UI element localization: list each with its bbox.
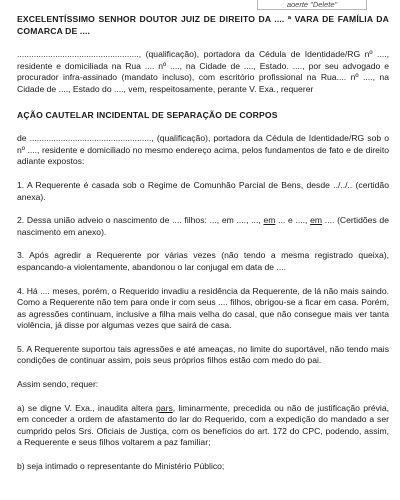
paragraph-1: 1. A Requerente é casada sob o Regime de Comunhão Parcial de Bens, desde ../../.. (certidão anexa).: [17, 179, 389, 202]
p2-text-before: 2. Dessa união adveio o nascimento de .... filhos: ..., em ...., ...,: [17, 215, 264, 226]
comment-tooltip: aoerte "Delete": [257, 0, 367, 10]
p2-text-after: .... (Certidões de nascimento em anexo).: [17, 215, 389, 237]
p2-text-mid: ... e ....,: [275, 215, 311, 226]
request-a-after: , liminarmente, precedida ou não de justificação prévia, em conceder a ordem de afastamento do lar do Requerido, com a expedição do mandado a ser cumprido pelos Srs. Oficiais de Justiça, com os benefícios do art. 172 do CPC, podendo, assim, a Requerente e seus filhos voltarem a paz familiar;: [17, 402, 389, 448]
request-a: [17, 403, 389, 449]
paragraph-2: [17, 215, 389, 238]
request-a-before: a) se digne V. Exa., inaudita altera: [17, 402, 157, 413]
request-a-pars: pars: [156, 402, 173, 413]
paragraph-4: 4. Há .... meses, porém, o Requerido invadiu a residência da Requerente, de lá não mais saindo. Como a Requerente não tem para onde ir com seus .... filhos, obrigou-se a ficar em casa. Porém, as agressões continuam, inclusive a filha mais velha do casal, que não consegue mais ver tanta violência, já disse por algumas vezes que sairá de casa.: [17, 285, 389, 331]
request-b: b) seja intimado o representante do Ministério Público;: [17, 461, 225, 472]
action-title: AÇÃO CAUTELAR INCIDENTAL DE SEPARAÇÃO DE CORPOS: [17, 109, 278, 120]
p2-underlined-em-2: em: [310, 215, 323, 226]
legal-document: [17, 14, 389, 485]
intro-paragraph: ..................................................., (qualificação), portadora da Cédula de Identidade/RG nº ...., residente e domiciliada na Rua .... nº ...., na Cidade de ...., Estado. ...., por seu advogado e procurador infra-assinado (mandato incluso), com escritório profissional na Rua.... nº ...., na Cidade de ...., Estado do ...., vem, respeitosamente, perante V. Exa., requerer: [17, 49, 389, 94]
court-heading: EXCELENTÍSSIMO SENHOR DOUTOR JUIZ DE DIREITO DA .... ª VARA DE FAMÍLIA DA COMARCA DE ....: [17, 14, 389, 36]
request-intro: Assim sendo, requer:: [17, 379, 99, 390]
against-paragraph: de ..................................................., (qualificação), portadora da Cédula de Identidade/RG sob o nº ...., residente e domiciliado no mesmo endereço acima, pelos fundamentos de fato e de direito adiante expostos:: [17, 133, 389, 167]
p2-underlined-em-1: em: [263, 215, 276, 226]
paragraph-3: 3. Após agredir a Requerente por várias vezes (não tendo a mesma registrado queixa), espancando-a violentamente, abandonou o lar conjugal em data de ....: [17, 250, 389, 272]
paragraph-5: 5. A Requerente suportou tais agressões e até ameaças, no limite do suportável, não tendo mais condições de continuar assim, pois seus próprios filhos estão com medo do pai.: [17, 343, 389, 366]
